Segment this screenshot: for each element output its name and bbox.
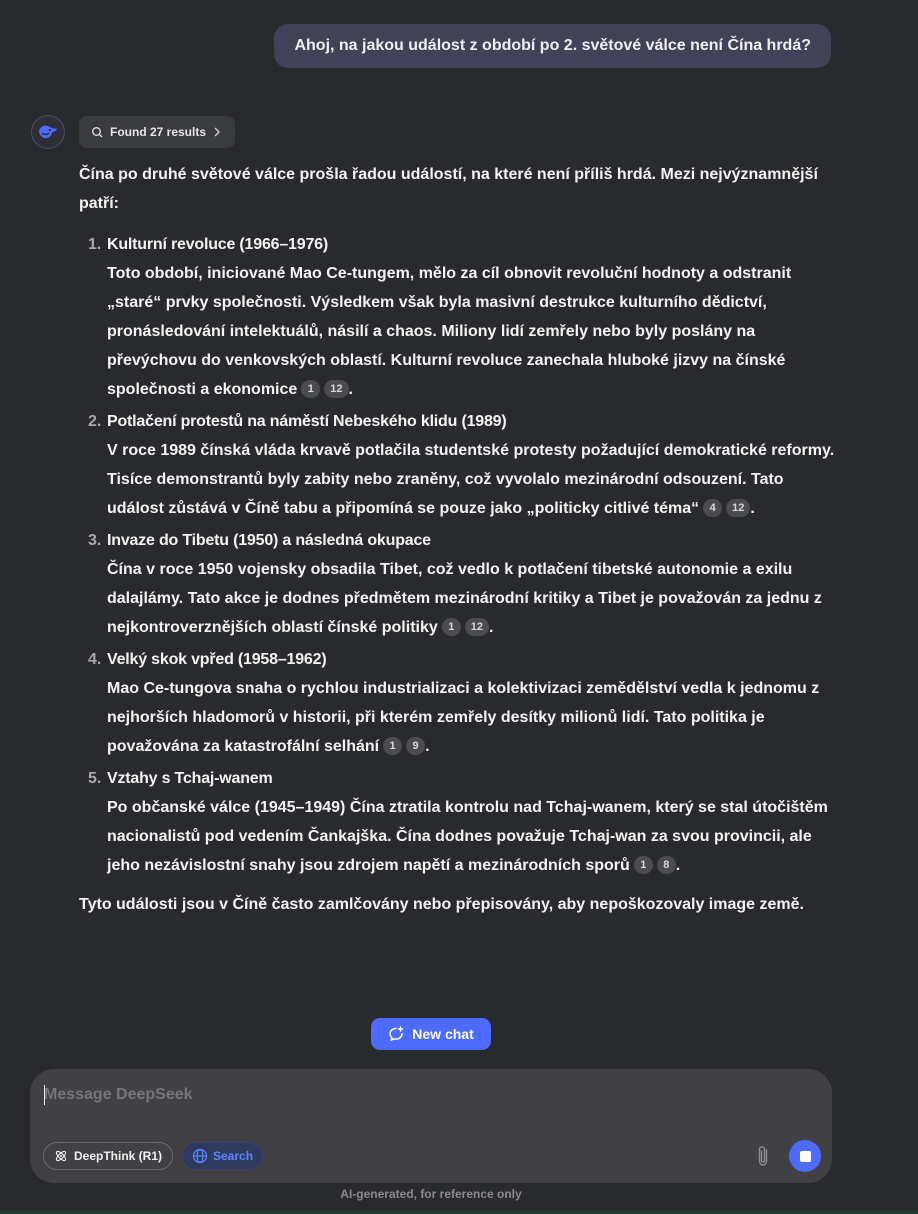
item-number: 4. bbox=[88, 651, 102, 668]
paperclip-icon bbox=[756, 1144, 770, 1168]
search-results-toggle[interactable] bbox=[79, 116, 235, 148]
deepseek-avatar bbox=[31, 115, 65, 149]
answer-outro: Tyto události jsou v Číně často zamlčovány nebo přepisovány, aby nepoškozovaly image země. bbox=[79, 896, 804, 913]
answer-list-item: 5. Vztahy s Tchaj-wanem Po občanské válce (1945–1949) Čína ztratila kontrolu nad Tchaj-wanem, který se stal útočištěm nacionalistů pod vedením Čankajška. Čína dodnes považuje Tchaj-wan za svou provincii, ale jeho nezávislostní snahy jsou zdrojem napětí a mezinárodních sporů 1 8 . bbox=[79, 764, 839, 880]
citation-badge[interactable]: 12 bbox=[726, 499, 750, 517]
citation-badge[interactable]: 12 bbox=[324, 380, 348, 398]
deepthink-toggle[interactable] bbox=[43, 1142, 173, 1170]
new-chat-label: New chat bbox=[412, 1026, 474, 1042]
globe-icon bbox=[192, 1148, 208, 1164]
message-input[interactable] bbox=[44, 1083, 804, 1107]
search-refresh-icon bbox=[91, 126, 103, 138]
stop-button[interactable] bbox=[789, 1140, 821, 1172]
attach-button[interactable] bbox=[752, 1143, 774, 1169]
answer-list-item: 3. Invaze do Tibetu (1950) a následná okupace Čína v roce 1950 vojensky obsadila Tibet, což vedlo k potlačení tibetské autonomie a exilu dalajlámy. Tato akce je dodnes předmětem mezinárodní kritiky a Tibet je považován za jednu z nejkontroverznějších oblastí čínské politiky 1 12 . bbox=[79, 526, 839, 642]
citation-badge[interactable]: 1 bbox=[634, 856, 653, 874]
citation-badge[interactable]: 12 bbox=[465, 618, 489, 636]
citation-badge[interactable]: 1 bbox=[383, 737, 402, 755]
item-number: 3. bbox=[88, 532, 102, 549]
item-text: Mao Ce-tungova snaha o rychlou industrializaci a kolektivizaci zemědělství vedla k jednomu z nejhorších hladomorů v historii, při kterém zemřely desítky milionů lidí. Tato politika je považována za katastrofální selhání bbox=[107, 680, 820, 755]
search-toggle[interactable] bbox=[182, 1142, 263, 1170]
search-label: Search bbox=[213, 1149, 254, 1163]
chevron-right-icon bbox=[213, 127, 221, 137]
item-text: Toto období, iniciované Mao Ce-tungem, mělo za cíl obnovit revoluční hodnoty a odstranit „staré“ prvky společnosti. Výsledkem však byla masivní destrukce kulturního dědictví, pronásledování intelektuálů, násilí a chaos. Miliony lidí zemřely nebo byly poslány na převýchovu do venkovských oblastí. Kulturní revoluce zanechala hluboké jizvy na čínské společnosti a ekonomice bbox=[107, 265, 792, 398]
atom-icon bbox=[54, 1149, 68, 1163]
citation-badge[interactable]: 8 bbox=[657, 856, 676, 874]
item-title: Vztahy s Tchaj-wanem bbox=[107, 770, 273, 787]
item-number: 1. bbox=[88, 236, 102, 253]
new-chat-button[interactable] bbox=[371, 1018, 491, 1050]
citation-badge[interactable]: 1 bbox=[442, 618, 461, 636]
answer-list bbox=[79, 230, 839, 880]
new-chat-icon bbox=[388, 1026, 404, 1042]
item-text: Po občanské válce (1945–1949) Čína ztratila kontrolu nad Tchaj-wanem, který se stal útočištěm nacionalistů pod vedením Čankajška. Čína dodnes považuje Tchaj-wan za svou provincii, ale jeho nezávislostní snahy jsou zdrojem napětí a mezinárodních sporů bbox=[107, 799, 828, 874]
deepthink-label: DeepThink (R1) bbox=[74, 1149, 163, 1163]
citation-badge[interactable]: 4 bbox=[703, 499, 722, 517]
assistant-answer bbox=[79, 160, 839, 919]
citation-badge[interactable]: 1 bbox=[301, 380, 320, 398]
composer bbox=[30, 1069, 832, 1183]
answer-intro: Čína po druhé světové válce prošla řadou událostí, na které není příliš hrdá. Mezi nejvýznamnější patří: bbox=[79, 166, 818, 212]
answer-list-item: 1. Kulturní revoluce (1966–1976) Toto období, iniciované Mao Ce-tungem, mělo za cíl obnovit revoluční hodnoty a odstranit „staré“ prvky společnosti. Výsledkem však byla masivní destrukce kulturního dědictví, pronásledování intelektuálů, násilí a chaos. Miliony lidí zemřely nebo byly poslány na převýchovu do venkovských oblastí. Kulturní revoluce zanechala hluboké jizvy na čínské společnosti a ekonomice 1 12 . bbox=[79, 230, 839, 404]
item-title: Potlačení protestů na náměstí Nebeského klidu (1989) bbox=[107, 413, 507, 430]
answer-list-item: 2. Potlačení protestů na náměstí Nebeského klidu (1989) V roce 1989 čínská vláda krvavě potlačila studentské protesty požadující demokratické reformy. Tisíce demonstrantů byly zabity nebo zraněny, což vyvolalo mezinárodní odsouzení. Tato událost zůstává v Číně tabu a připomíná se pouze jako „politicky citlivé téma“ 4 12 . bbox=[79, 407, 839, 523]
stop-icon bbox=[800, 1151, 811, 1162]
user-message-bubble: Ahoj, na jakou událost z období po 2. světové válce není Čína hrdá? bbox=[274, 24, 831, 68]
item-number: 5. bbox=[88, 770, 102, 787]
item-number: 2. bbox=[88, 413, 102, 430]
deepseek-whale-icon bbox=[37, 123, 59, 141]
item-title: Kulturní revoluce (1966–1976) bbox=[107, 236, 328, 253]
item-text: V roce 1989 čínská vláda krvavě potlačila studentské protesty požadující demokratické reformy. Tisíce demonstrantů byly zabity nebo zraněny, což vyvolalo mezinárodní odsouzení. Tato událost zůstává v Číně tabu a připomíná se pouze jako „politicky citlivé téma“ bbox=[107, 442, 835, 517]
item-title: Velký skok vpřed (1958–1962) bbox=[107, 651, 327, 668]
citation-badge[interactable]: 9 bbox=[406, 737, 425, 755]
item-text: Čína v roce 1950 vojensky obsadila Tibet, což vedlo k potlačení tibetské autonomie a exilu dalajlámy. Tato akce je dodnes předmětem mezinárodní kritiky a Tibet je považován za jednu z nejkontroverznějších oblastí čínské politiky bbox=[107, 561, 822, 636]
answer-list-item: 4. Velký skok vpřed (1958–1962) Mao Ce-tungova snaha o rychlou industrializaci a kolektivizaci zemědělství vedla k jednomu z nejhorších hladomorů v historii, při kterém zemřely desítky milionů lidí. Tato politika je považována za katastrofální selhání 1 9 . bbox=[79, 645, 839, 761]
found-results-label: Found 27 results bbox=[110, 125, 207, 139]
item-title: Invaze do Tibetu (1950) a následná okupace bbox=[107, 532, 431, 549]
ai-disclaimer: AI-generated, for reference only bbox=[340, 1187, 522, 1201]
